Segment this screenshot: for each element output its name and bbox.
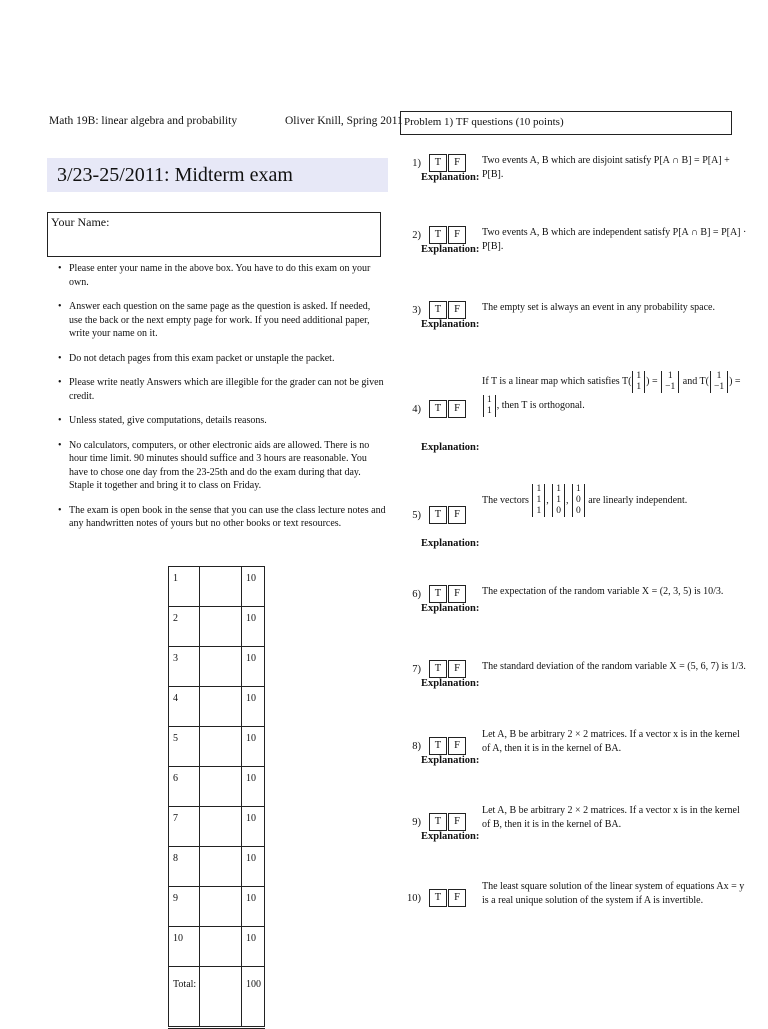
explanation-label: Explanation:	[421, 319, 480, 330]
table-row	[169, 887, 265, 927]
table-row	[169, 607, 265, 647]
question-text: Let A, B be arbitrary 2 × 2 matrices. If a vector x is in the kernel of B, then it is in the kernel of BA.	[482, 805, 740, 830]
max-points: 10	[242, 607, 265, 647]
true-box[interactable]: T	[429, 889, 447, 907]
question-text: The expectation of the random variable X = (2, 3, 5) is 10/3.	[482, 586, 724, 597]
table-row	[169, 847, 265, 887]
total-row	[169, 967, 265, 1028]
max-points: 10	[242, 927, 265, 967]
max-points: 10	[242, 567, 265, 607]
table-row	[169, 927, 265, 967]
score-cell[interactable]	[200, 607, 242, 647]
matrix-vector: 1 −1	[661, 371, 679, 393]
question-number: 4)	[412, 404, 421, 415]
question-number: 8)	[412, 741, 421, 752]
question-text: Two events A, B which are independent satisfy P[A ∩ B] = P[A] · P[B].	[482, 227, 747, 252]
matrix-vector: 1 1	[632, 371, 645, 393]
problem-number: 6	[169, 767, 200, 807]
matrix-vector: 1 1	[483, 395, 496, 417]
problem-number: 5	[169, 727, 200, 767]
score-cell[interactable]	[200, 847, 242, 887]
table-row	[169, 567, 265, 607]
column-vector: 1 1 1	[532, 484, 545, 517]
problem-number: 8	[169, 847, 200, 887]
false-box[interactable]: F	[448, 813, 466, 831]
score-cell[interactable]	[200, 567, 242, 607]
problem-number: 10	[169, 927, 200, 967]
problem-number: 7	[169, 807, 200, 847]
question-number: 9)	[412, 817, 421, 828]
max-points: 10	[242, 727, 265, 767]
score-cell[interactable]	[200, 687, 242, 727]
false-box[interactable]: F	[448, 226, 466, 244]
explanation-label: Explanation:	[421, 831, 480, 842]
true-box[interactable]: T	[429, 301, 447, 319]
instruction-item: • The exam is open book in the sense that you can use the class lecture notes and any handwritten notes of yours but no other books or text resources.	[60, 504, 386, 531]
instruction-item: • Please write neatly Answers which are illegible for the grader can not be given credit.	[60, 376, 386, 403]
exam-title: 3/23-25/2011: Midterm exam	[57, 164, 293, 186]
false-box[interactable]: F	[448, 585, 466, 603]
score-table	[168, 566, 265, 1029]
question-text: The standard deviation of the random variable X = (5, 6, 7) is 1/3.	[482, 661, 746, 672]
false-box[interactable]: F	[448, 737, 466, 755]
instruction-item: • Do not detach pages from this exam packet or unstaple the packet.	[60, 352, 386, 366]
max-points: 10	[242, 687, 265, 727]
max-points: 10	[242, 807, 265, 847]
question-text: Two events A, B which are disjoint satisfy P[A ∩ B] = P[A] + P[B].	[482, 155, 730, 180]
explanation-label: Explanation:	[421, 442, 480, 453]
true-box[interactable]: T	[429, 585, 447, 603]
false-box[interactable]: F	[448, 889, 466, 907]
max-points: 10	[242, 767, 265, 807]
author-line: Oliver Knill, Spring 2011	[285, 115, 403, 127]
question-text: The vectors 1 1 1 , 1 1 0 , 1 0 0 are linearly independent.	[482, 484, 688, 516]
table-row	[169, 767, 265, 807]
score-cell[interactable]	[200, 647, 242, 687]
question-number: 1)	[412, 158, 421, 169]
total-label: Total:	[169, 967, 200, 1028]
problem-number: 3	[169, 647, 200, 687]
matrix-vector: 1 −1	[710, 371, 728, 393]
false-box[interactable]: F	[448, 660, 466, 678]
question-number: 7)	[412, 664, 421, 675]
explanation-label: Explanation:	[421, 172, 480, 183]
question-text: Let A, B be arbitrary 2 × 2 matrices. If a vector x is in the kernel of A, then it is in the kernel of BA.	[482, 729, 740, 754]
table-row	[169, 727, 265, 767]
problem-number: 4	[169, 687, 200, 727]
column-vector: 1 0 0	[572, 484, 585, 517]
problem-header: Problem 1) TF questions (10 points)	[404, 116, 564, 128]
true-box[interactable]: T	[429, 737, 447, 755]
question-number: 2)	[412, 230, 421, 241]
table-row	[169, 647, 265, 687]
question-number: 10)	[407, 893, 421, 904]
explanation-label: Explanation:	[421, 538, 480, 549]
score-cell[interactable]	[200, 727, 242, 767]
question-text: The empty set is always an event in any probability space.	[482, 302, 715, 313]
false-box[interactable]: F	[448, 154, 466, 172]
instruction-item: • Answer each question on the same page as the question is asked. If needed, use the back or the next empty page for work. If you need additional paper, write your name on it.	[60, 300, 386, 341]
instruction-item: • Unless stated, give computations, details reasons.	[60, 414, 386, 428]
problem-number: 2	[169, 607, 200, 647]
true-box[interactable]: T	[429, 660, 447, 678]
score-cell[interactable]	[200, 807, 242, 847]
explanation-label: Explanation:	[421, 755, 480, 766]
instructions-list	[60, 262, 386, 542]
score-cell[interactable]	[200, 927, 242, 967]
question-number: 3)	[412, 305, 421, 316]
table-row	[169, 687, 265, 727]
true-box[interactable]: T	[429, 226, 447, 244]
true-box[interactable]: T	[429, 154, 447, 172]
max-points: 10	[242, 887, 265, 927]
explanation-label: Explanation:	[421, 603, 480, 614]
false-box[interactable]: F	[448, 301, 466, 319]
true-box[interactable]: T	[429, 400, 447, 418]
instruction-item: • Please enter your name in the above box. You have to do this exam on your own.	[60, 262, 386, 289]
instruction-item: • No calculators, computers, or other electronic aids are allowed. There is no hour time limit. 90 minutes should suffice and 3 hours are reasonable. You have to chose one day from the 23-25th and do the exam during that day. Staple it together and bring it to class on Friday.	[60, 439, 386, 493]
problem-number: 9	[169, 887, 200, 927]
name-label: Your Name:	[51, 215, 110, 229]
explanation-label: Explanation:	[421, 678, 480, 689]
question-text: If T is a linear map which satisfies T( 1 1 ) = 1 −1 and T( 1 −1 ) = 1 1 , then T is orthogonal.	[482, 370, 741, 416]
problem-number: 1	[169, 567, 200, 607]
question-number: 5)	[412, 510, 421, 521]
false-box[interactable]: F	[448, 400, 466, 418]
score-cell[interactable]	[200, 767, 242, 807]
course-title: Math 19B: linear algebra and probability	[49, 115, 238, 127]
score-cell[interactable]	[200, 887, 242, 927]
true-box[interactable]: T	[429, 506, 447, 524]
true-box[interactable]: T	[429, 813, 447, 831]
max-points: 10	[242, 847, 265, 887]
false-box[interactable]: F	[448, 506, 466, 524]
max-points: 10	[242, 647, 265, 687]
explanation-label: Explanation:	[421, 244, 480, 255]
question-text: The least square solution of the linear system of equations Ax = y is a real unique solution of the system if A is invertible.	[482, 881, 745, 906]
column-vector: 1 1 0	[552, 484, 565, 517]
table-row	[169, 807, 265, 847]
total-score-cell[interactable]	[200, 967, 242, 1028]
question-number: 6)	[412, 589, 421, 600]
total-points: 100	[242, 967, 265, 1028]
